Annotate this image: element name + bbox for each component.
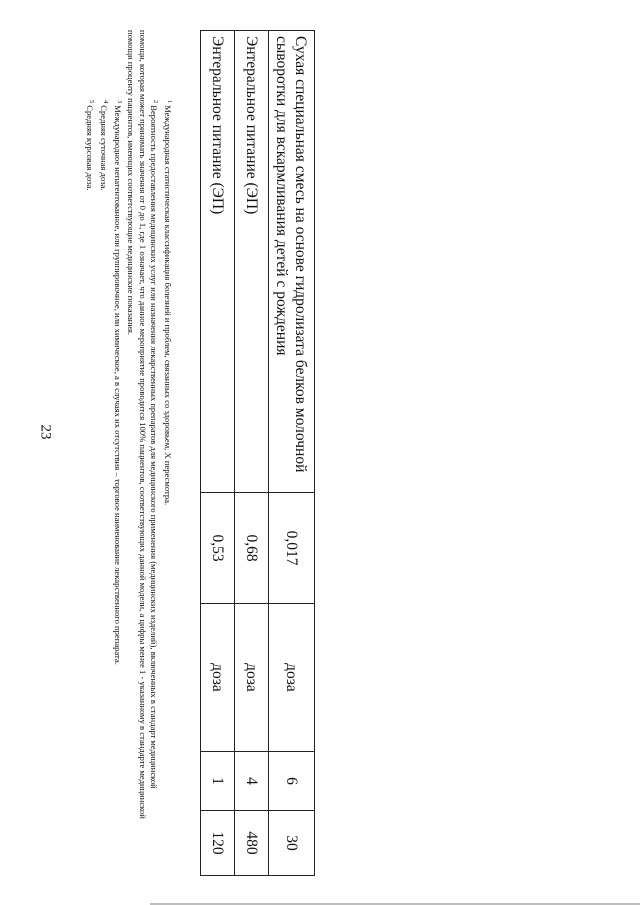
footnote-5 — [84, 30, 98, 820]
unit-cell: доза — [235, 604, 269, 752]
table-row — [201, 31, 235, 876]
footnote-mark: 3 — [115, 100, 123, 104]
rotated-content — [70, 30, 315, 855]
product-name-cell: Энтеральное питание (ЭП) — [201, 31, 235, 493]
footnote-mark: 1 — [166, 100, 173, 104]
frequency-cell: 0,68 — [235, 493, 269, 604]
footnote-1 — [161, 30, 175, 820]
product-name-cell: Сухая специальная смесь на основе гидролизата белков молочной сыворотки для вскармливания детей с рождения — [269, 31, 315, 493]
table-row — [269, 31, 315, 876]
footnotes — [84, 30, 175, 820]
unit-cell: доза — [201, 604, 235, 752]
course-dose-cell: 30 — [269, 811, 315, 876]
footnote-mark: 4 — [102, 100, 110, 104]
footnote-text: Средняя курсовая доза. — [85, 105, 96, 191]
daily-dose-cell: 4 — [235, 752, 269, 811]
footnote-3 — [111, 30, 125, 820]
footnote-text: Международное непатентованное, или группировочное, или химическое, а в случаях их отсутствия – торговое наименование лекарственного препарата. — [112, 105, 123, 665]
unit-cell: доза — [269, 604, 315, 752]
footnote-text: Международная статистическая классификация болезней и проблем, связанных со здоровьем, X пересмотра. — [163, 105, 173, 506]
table-row — [235, 31, 269, 876]
product-name-cell: Энтеральное питание (ЭП) — [235, 31, 269, 493]
daily-dose-cell: 6 — [269, 752, 315, 811]
footnote-mark: 5 — [88, 100, 96, 104]
course-dose-cell: 480 — [235, 811, 269, 876]
frequency-cell: 0,017 — [269, 493, 315, 604]
footnote-text: Средняя суточная доза. — [99, 105, 110, 191]
nutrition-table — [200, 30, 315, 876]
footnote-4 — [97, 30, 111, 820]
page-number: 23 — [37, 424, 54, 440]
daily-dose-cell: 1 — [201, 752, 235, 811]
frequency-cell: 0,53 — [201, 493, 235, 604]
footnote-text: Вероятность предоставления медицинских услуг или назначения лекарственных препаратов для медицинского применения (медицинских изделий), включенных в стандарт медицинской помощи, которая может принимать значения от 0 до 1, где 1 означает, что данное мероприятие проводится 100% пациентов, соответствующих данной модели, а цифры менее 1 - указанному в стандарте медицинской помощи проценту пациентов, имеющих соответствующие медицинские показания. — [126, 30, 160, 819]
footnote-mark: 2 — [152, 100, 160, 104]
footnote-2 — [125, 30, 162, 820]
course-dose-cell: 120 — [201, 811, 235, 876]
